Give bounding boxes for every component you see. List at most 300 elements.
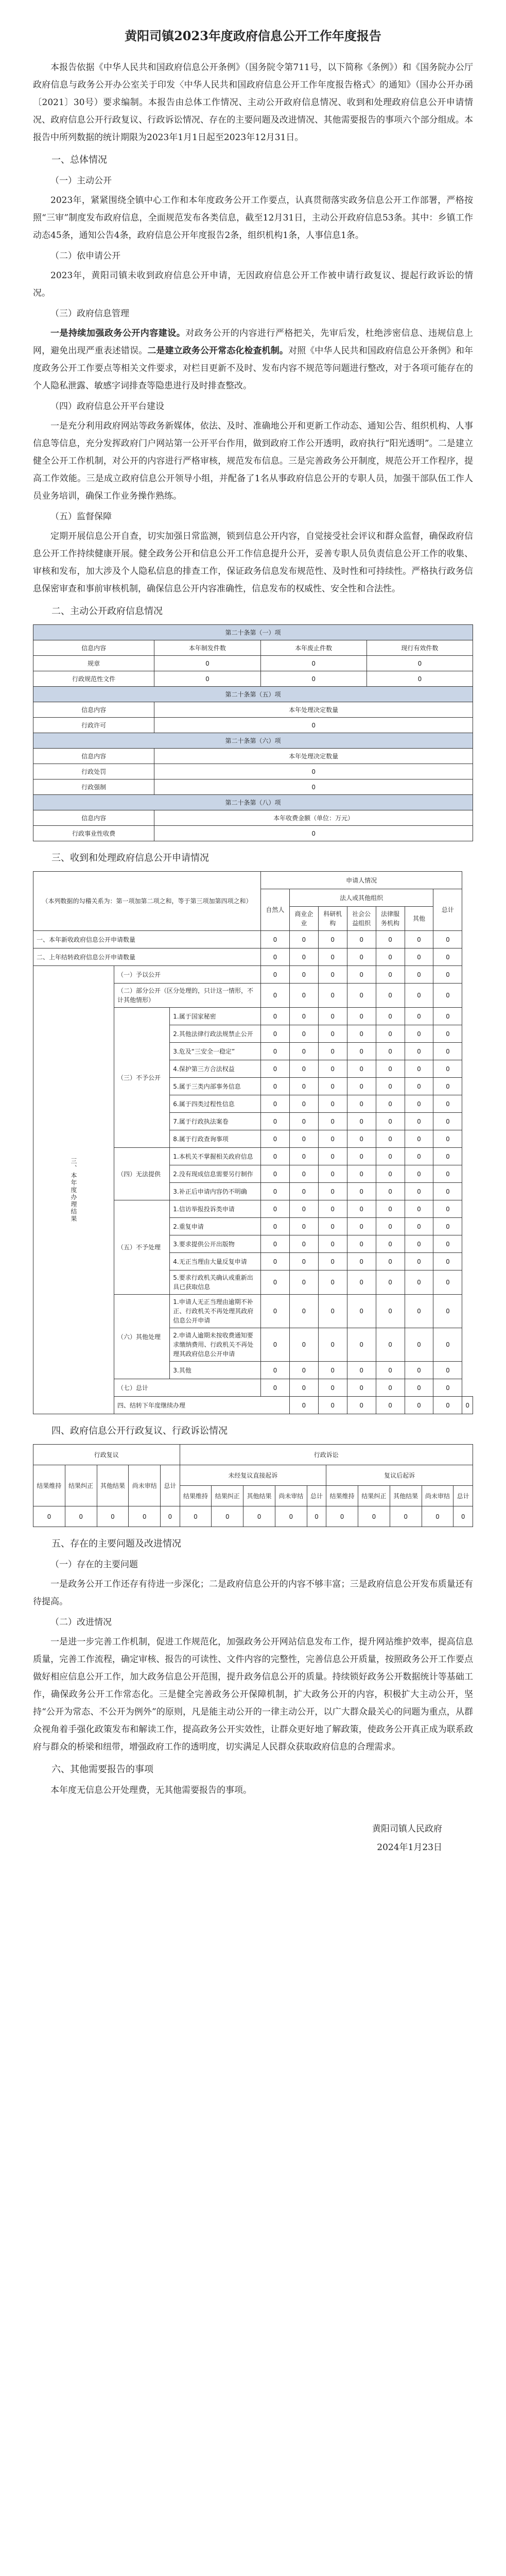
table-cell: 0 bbox=[433, 1165, 462, 1183]
table-cell: 0 bbox=[376, 931, 405, 948]
s1-supervision-heading: （五）监督保障 bbox=[50, 512, 112, 522]
s1-active-heading: （一）主动公开 bbox=[50, 176, 112, 186]
table-row bbox=[33, 931, 473, 948]
table-band: 第二十条第（一）项 bbox=[33, 625, 473, 640]
table-cell: 0 bbox=[405, 1060, 433, 1078]
table-cell: 行政强制 bbox=[33, 779, 154, 795]
table-cell: 0 bbox=[433, 1253, 462, 1270]
s1-management-paragraph bbox=[33, 325, 473, 395]
table-header: 其他结果 bbox=[243, 1486, 275, 1506]
s1-management-heading: （三）政府信息管理 bbox=[50, 309, 129, 319]
table-corner-note: （本列数据的勾稽关系为：第一项加第二项之和，等于第三项加第四项之和） bbox=[33, 872, 261, 931]
section-3-heading: 三、收到和处理政府信息公开申请情况 bbox=[51, 853, 209, 863]
table-cell: 0 bbox=[289, 1165, 318, 1183]
table-cell: 0 bbox=[347, 1200, 376, 1218]
table-cell: 0 bbox=[97, 1506, 129, 1527]
table-cell: 0 bbox=[433, 1362, 462, 1379]
table-cell: 行政事业性收费 bbox=[33, 826, 154, 841]
table-header: 本年处理决定数量 bbox=[154, 702, 473, 718]
table-cell: 0 bbox=[405, 1235, 433, 1253]
s1-text-1: 对政务公开的内容进行严格把关，先审后发，杜绝涉密信息、违规信息上网，避免出现严重表述错误。 bbox=[33, 328, 474, 356]
table-row-label: 5.要求行政机关确认或重新出具已获取信息 bbox=[170, 1270, 261, 1295]
table-row-label: 2.申请人逾期未按收费通知要求缴纳费用、行政机关不再处理其政府信息公开申请 bbox=[170, 1328, 261, 1362]
table-cell: 0 bbox=[376, 1025, 405, 1043]
table-header: 总计 bbox=[307, 1486, 326, 1506]
table-row bbox=[33, 966, 473, 984]
table-cell: 0 bbox=[347, 1025, 376, 1043]
table-cell: 0 bbox=[318, 1270, 347, 1295]
table-cell: 0 bbox=[260, 931, 289, 948]
table-cell: 0 bbox=[318, 1165, 347, 1183]
table-cell: 0 bbox=[347, 966, 376, 984]
table-cell: 0 bbox=[376, 1095, 405, 1113]
table-cell: 0 bbox=[376, 966, 405, 984]
table-cell: 0 bbox=[376, 1379, 405, 1397]
section-4-heading: 四、政府信息公开行政复议、行政诉讼情况 bbox=[51, 1426, 228, 1436]
table-header: 社会公益组织 bbox=[347, 907, 376, 931]
table-cell: 0 bbox=[318, 931, 347, 948]
table-header: 现行有效件数 bbox=[367, 640, 473, 656]
table-header: 结果维持 bbox=[180, 1486, 212, 1506]
signature-date: 2024年1月23日 bbox=[377, 1842, 442, 1853]
table-cell: 0 bbox=[405, 1025, 433, 1043]
table-cell: 0 bbox=[161, 1506, 180, 1527]
table-cell: 0 bbox=[405, 1253, 433, 1270]
table-cell: 0 bbox=[405, 1200, 433, 1218]
table-cell: 0 bbox=[347, 1008, 376, 1025]
table-cell: 0 bbox=[289, 1270, 318, 1295]
table-cell: 0 bbox=[260, 1078, 289, 1095]
table-cell: 0 bbox=[318, 984, 347, 1008]
table-header: 本年制发件数 bbox=[154, 640, 260, 656]
table-header: 本年废止件数 bbox=[260, 640, 367, 656]
table-cell: 0 bbox=[347, 1113, 376, 1130]
table-row-label: 3.要求提供公开出版物 bbox=[170, 1235, 261, 1253]
table-cell: 0 bbox=[260, 1025, 289, 1043]
table-cell: 0 bbox=[433, 1008, 462, 1025]
table-cell: 0 bbox=[318, 1362, 347, 1379]
table-row bbox=[33, 1506, 473, 1527]
table-cell: 0 bbox=[289, 1025, 318, 1043]
table-cell: 0 bbox=[260, 1148, 289, 1165]
table-cell: 0 bbox=[289, 931, 318, 948]
table-header: 结果维持 bbox=[326, 1486, 358, 1506]
table-cell: 0 bbox=[376, 1200, 405, 1218]
table-cell: 0 bbox=[260, 1183, 289, 1200]
table-row-label: 二、上年结转政府信息公开申请数量 bbox=[33, 948, 261, 966]
table-cell: 0 bbox=[318, 1060, 347, 1078]
table-cell: 0 bbox=[260, 1130, 289, 1148]
table-cell: 0 bbox=[376, 1043, 405, 1060]
s1-active-paragraph: 2023年，紧紧围绕全镇中心工作和本年度政务公开工作要点，认真贯彻落实政务信息公开工作部署，严格按照“三审”制度发布政府信息，全面规范发布各类信息，截至12月31日，主动公开政府信息53条。其中：乡镇工作动态45条，通知公告4条，政府信息公开年度报告2条，组织机构1条，人事信息1条。 bbox=[33, 195, 473, 241]
table-cell: 0 bbox=[289, 1183, 318, 1200]
table-cell: 0 bbox=[260, 1165, 289, 1183]
table-cell: 0 bbox=[260, 966, 289, 984]
table-cell: 0 bbox=[347, 948, 376, 966]
section-2-heading: 二、主动公开政府信息情况 bbox=[51, 606, 163, 617]
table-cell: 0 bbox=[275, 1506, 307, 1527]
table-cell: 0 bbox=[405, 1095, 433, 1113]
table-cell: 0 bbox=[289, 948, 318, 966]
table-row-label: 2.没有现成信息需要另行制作 bbox=[170, 1165, 261, 1183]
table-band: 第二十条第（六）项 bbox=[33, 733, 473, 749]
table-cell: 0 bbox=[212, 1506, 243, 1527]
section-1-heading: 一、总体情况 bbox=[51, 155, 107, 165]
table-cell: 0 bbox=[462, 1397, 473, 1414]
table-cell: 0 bbox=[260, 1200, 289, 1218]
table-header: 本年处理决定数量 bbox=[154, 749, 473, 764]
s1-text-2: 对照《中华人民共和国政府信息公开条例》和年度政务公开工作要点等相关文件要求，对栏目更新不及时、发布内容不规范等问题进行整改，对于各项可能存在的个人隐私泄露、敏感字词排查等隐患进行及时排查整改。 bbox=[33, 346, 474, 391]
table-band: 第二十条第（八）项 bbox=[33, 795, 473, 810]
table-cell: 0 bbox=[154, 671, 260, 687]
s1-lead-1: 一是持续加强政务公开内容建设。 bbox=[50, 328, 186, 338]
table-cell: 0 bbox=[433, 1379, 462, 1397]
table-cell: 0 bbox=[289, 966, 318, 984]
table-cell: 0 bbox=[405, 1165, 433, 1183]
table-header: 其他结果 bbox=[390, 1486, 422, 1506]
table-cell: 0 bbox=[422, 1506, 453, 1527]
table-cell: 0 bbox=[376, 1235, 405, 1253]
table-cell: 0 bbox=[405, 1397, 433, 1414]
table-header: 信息内容 bbox=[33, 640, 154, 656]
table-header: 本年收费金额（单位：万元） bbox=[154, 810, 473, 826]
table-cell: 0 bbox=[405, 966, 433, 984]
table-cell: 0 bbox=[405, 1218, 433, 1235]
table-cell: 0 bbox=[433, 1148, 462, 1165]
table-cell: 0 bbox=[318, 1183, 347, 1200]
table-cell: 0 bbox=[347, 1328, 376, 1362]
table-cell: 0 bbox=[347, 1043, 376, 1060]
table-cell: 0 bbox=[347, 1060, 376, 1078]
table-cell: 0 bbox=[433, 931, 462, 948]
table-cell: 0 bbox=[433, 1078, 462, 1095]
s1-request-heading: （二）依申请公开 bbox=[50, 251, 120, 261]
table-cell: 0 bbox=[260, 1253, 289, 1270]
table-cell: 0 bbox=[347, 1130, 376, 1148]
table-cell: 0 bbox=[347, 1218, 376, 1235]
table-cell: 0 bbox=[347, 1253, 376, 1270]
table-row-label: 4.无正当理由大量反复申请 bbox=[170, 1253, 261, 1270]
table-cell: 0 bbox=[376, 1218, 405, 1235]
table-cell: 0 bbox=[289, 1328, 318, 1362]
table-header: 尚未审结 bbox=[129, 1465, 161, 1506]
table-cell: 0 bbox=[433, 1113, 462, 1130]
table-row-label: （六）其他处理 bbox=[114, 1295, 170, 1379]
table-cell: 0 bbox=[433, 948, 462, 966]
table-cell: 0 bbox=[376, 984, 405, 1008]
table-cell: 0 bbox=[154, 764, 473, 779]
table-header: 信息内容 bbox=[33, 749, 154, 764]
table-row-label: 1.信访举报投诉类申请 bbox=[170, 1200, 261, 1218]
table-cell: 0 bbox=[260, 1060, 289, 1078]
table-cell: 0 bbox=[433, 1200, 462, 1218]
s5-improvements-heading: （二）改进情况 bbox=[50, 1617, 112, 1628]
table-header: 自然人 bbox=[260, 889, 289, 931]
table-cell: 0 bbox=[318, 1295, 347, 1328]
table-cell: 0 bbox=[405, 1130, 433, 1148]
table-cell: 0 bbox=[405, 984, 433, 1008]
table-row-label: 1.本机关不掌握相关政府信息 bbox=[170, 1148, 261, 1165]
table-cell: 0 bbox=[433, 1270, 462, 1295]
table-header: 科研机构 bbox=[318, 907, 347, 931]
table-cell: 0 bbox=[433, 1397, 462, 1414]
table-cell: 0 bbox=[318, 1025, 347, 1043]
table-cell: 0 bbox=[347, 1095, 376, 1113]
table-cell: 0 bbox=[289, 1235, 318, 1253]
table-cell: 0 bbox=[289, 1253, 318, 1270]
table-row-label: 4.保护第三方合法权益 bbox=[170, 1060, 261, 1078]
table-cell: 0 bbox=[318, 966, 347, 984]
table-cell: 0 bbox=[433, 1060, 462, 1078]
table-cell: 0 bbox=[260, 1113, 289, 1130]
table-cell: 0 bbox=[405, 1043, 433, 1060]
table-cell: 0 bbox=[289, 1043, 318, 1060]
table-cell: 0 bbox=[376, 1165, 405, 1183]
table-header: 申请人情况 bbox=[260, 872, 462, 889]
table-header: 尚未审结 bbox=[422, 1486, 453, 1506]
table-cell: 0 bbox=[289, 1379, 318, 1397]
table-header: 结果纠正 bbox=[212, 1486, 243, 1506]
table-row-label: 2.重复申请 bbox=[170, 1218, 261, 1235]
s1-lead-2: 二是建立政务公开常态化检查机制。 bbox=[147, 346, 288, 356]
table-row-label: 6.属于四类过程性信息 bbox=[170, 1095, 261, 1113]
table-cell: 0 bbox=[154, 826, 473, 841]
table-cell: 0 bbox=[318, 1078, 347, 1095]
table-cell: 0 bbox=[289, 1397, 318, 1414]
table-cell: 0 bbox=[154, 718, 473, 733]
table-cell: 0 bbox=[289, 1130, 318, 1148]
table-cell: 0 bbox=[433, 1328, 462, 1362]
s1-platform-heading: （四）政府信息公开平台建设 bbox=[50, 401, 164, 412]
table-cell: 0 bbox=[347, 1078, 376, 1095]
table-header: 行政诉讼 bbox=[180, 1445, 473, 1465]
table-header: 法人或其他组织 bbox=[289, 889, 433, 907]
table-row-label: 3.危及“三安全一稳定” bbox=[170, 1043, 261, 1060]
table-cell: 0 bbox=[318, 1235, 347, 1253]
table-header: 结果维持 bbox=[33, 1465, 65, 1506]
table-cell: 0 bbox=[289, 1148, 318, 1165]
table-cell: 0 bbox=[347, 984, 376, 1008]
table-cell: 0 bbox=[376, 1183, 405, 1200]
table-cell: 0 bbox=[154, 656, 260, 671]
table-cell: 0 bbox=[180, 1506, 212, 1527]
table-cell: 0 bbox=[260, 1379, 289, 1397]
table-cell: 0 bbox=[318, 1218, 347, 1235]
table-cell: 0 bbox=[347, 1270, 376, 1295]
table-header: 结果纠正 bbox=[65, 1465, 97, 1506]
application-table bbox=[33, 871, 473, 1414]
table-cell: 0 bbox=[289, 1200, 318, 1218]
table-cell: 0 bbox=[376, 1113, 405, 1130]
table-header: 结果纠正 bbox=[358, 1486, 390, 1506]
table-header: 其他 bbox=[405, 907, 433, 931]
table-row-label: 四、结转下年度继续办理 bbox=[114, 1397, 290, 1414]
table-cell: 0 bbox=[260, 656, 367, 671]
table-cell: 0 bbox=[318, 1328, 347, 1362]
table-row-label: （三）不予公开 bbox=[114, 1008, 170, 1148]
table-cell: 0 bbox=[376, 1362, 405, 1379]
table-header: 行政复议 bbox=[33, 1445, 180, 1465]
table-cell: 0 bbox=[376, 1253, 405, 1270]
table-cell: 0 bbox=[260, 1043, 289, 1060]
table-cell: 0 bbox=[289, 1008, 318, 1025]
table-cell: 0 bbox=[260, 984, 289, 1008]
table-cell: 0 bbox=[260, 1328, 289, 1362]
table-cell: 0 bbox=[260, 671, 367, 687]
table-cell: 0 bbox=[129, 1506, 161, 1527]
table-cell: 0 bbox=[289, 1095, 318, 1113]
table-row-label: （四）无法提供 bbox=[114, 1148, 170, 1200]
table-cell: 0 bbox=[376, 1060, 405, 1078]
table-cell: 0 bbox=[318, 1200, 347, 1218]
table-cell: 行政处罚 bbox=[33, 764, 154, 779]
table-cell: 0 bbox=[260, 948, 289, 966]
s5-improvements-paragraph: 一是进一步完善工作机制，促进工作规范化，加强政务公开网站信息发布工作，提升网站维护效率，提高信息质量，完善工作流程，确定审核、报告的可读性、文件内容的完整性，完善信息公开质量，按照政务公开工作要点做好相应信息公开工作，加大政务信息公开范围，提升政务信息公开的质量。持续锁好政务公开数据统计等基础工作，确保政务公开工作常态化。三是健全完善政务公开保障机制，扩大政务公开的内容，积极扩大主动公开，坚持“公开为常态、不公开为例外”的原则，凡是能主动公开的一律主动公开，以广大群众最关心的问题为重点，从群众视角着手强化政策发布和解读工作，提高政务公开实效性，让群众更好地了解政策，使政务公开真正成为联系政府与群众的桥梁和纽带，增强政府工作的透明度，切实满足人民群众获取政府信息的合理需求。 bbox=[33, 1637, 473, 1752]
table-cell: 0 bbox=[289, 1078, 318, 1095]
table-cell: 0 bbox=[347, 1379, 376, 1397]
table-cell: 0 bbox=[376, 1008, 405, 1025]
table-cell: 0 bbox=[405, 1362, 433, 1379]
s6-paragraph: 本年度无信息公开处理费，无其他需要报告的事项。 bbox=[50, 1785, 252, 1795]
table-header: 尚未审结 bbox=[275, 1486, 307, 1506]
table-cell: 0 bbox=[367, 671, 473, 687]
table-cell: 0 bbox=[376, 1270, 405, 1295]
table-row-label: 1.属于国家秘密 bbox=[170, 1008, 261, 1025]
s1-request-paragraph: 2023年，黄阳司镇未收到政府信息公开申请，无因政府信息公开工作被申请行政复议、提起行政诉讼的情况。 bbox=[33, 270, 473, 298]
table-cell: 0 bbox=[318, 1043, 347, 1060]
table-row-label: 一、本年新收政府信息公开申请数量 bbox=[33, 931, 261, 948]
table-row-label: 三、本年度办理结果 bbox=[33, 966, 114, 1414]
table-cell: 0 bbox=[260, 1270, 289, 1295]
table-row-label: 1.申请人无正当理由逾期不补正、行政机关不再处理其政府信息公开申请 bbox=[170, 1295, 261, 1328]
table-cell: 0 bbox=[33, 1506, 65, 1527]
table-header: 总计 bbox=[161, 1465, 180, 1506]
table-header: 总计 bbox=[433, 889, 462, 931]
section-6-heading: 六、其他需要报告的事项 bbox=[51, 1764, 153, 1775]
table-band: 第二十条第（五）项 bbox=[33, 687, 473, 702]
table-cell: 0 bbox=[154, 779, 473, 795]
table-cell: 0 bbox=[376, 1328, 405, 1362]
table-row-label: 8.属于行政查询事项 bbox=[170, 1130, 261, 1148]
table-cell: 0 bbox=[405, 1113, 433, 1130]
table-cell: 0 bbox=[289, 1362, 318, 1379]
table-cell: 0 bbox=[405, 1148, 433, 1165]
signature-org: 黄阳司镇人民政府 bbox=[372, 1824, 442, 1834]
table-cell: 0 bbox=[260, 1235, 289, 1253]
table-cell: 0 bbox=[433, 1043, 462, 1060]
table-cell: 0 bbox=[260, 1008, 289, 1025]
report-title: 黄阳司镇2023年度政府信息公开工作年度报告 bbox=[125, 28, 381, 43]
table-cell: 0 bbox=[318, 1008, 347, 1025]
table-cell: 0 bbox=[260, 1295, 289, 1328]
table-cell: 0 bbox=[326, 1506, 358, 1527]
table-row-label: （一）予以公开 bbox=[114, 966, 261, 984]
table-row-label: 5.属于三类内部事务信息 bbox=[170, 1078, 261, 1095]
table-cell: 0 bbox=[347, 1235, 376, 1253]
table-row-label: 3.补正后申请内容仍不明确 bbox=[170, 1183, 261, 1200]
table-cell: 规章 bbox=[33, 656, 154, 671]
table-cell: 0 bbox=[433, 1183, 462, 1200]
table-cell: 0 bbox=[318, 948, 347, 966]
table-cell: 0 bbox=[376, 1130, 405, 1148]
table-cell: 0 bbox=[347, 1183, 376, 1200]
table-cell: 0 bbox=[318, 1379, 347, 1397]
table-row bbox=[33, 948, 473, 966]
table-row-label: （七）总计 bbox=[114, 1379, 261, 1397]
table-cell: 0 bbox=[307, 1506, 326, 1527]
table-cell: 0 bbox=[405, 1379, 433, 1397]
table-cell: 行政规范性文件 bbox=[33, 671, 154, 687]
table-row-label: （二）部分公开（区分处理的，只计这一情形，不计其他情形） bbox=[114, 984, 261, 1008]
table-header: 商业企业 bbox=[289, 907, 318, 931]
table-cell: 0 bbox=[318, 1148, 347, 1165]
table-cell: 0 bbox=[433, 966, 462, 984]
table-cell: 0 bbox=[260, 1095, 289, 1113]
table-cell: 0 bbox=[433, 1025, 462, 1043]
table-cell: 0 bbox=[405, 1295, 433, 1328]
table-row-label: （五）不予处理 bbox=[114, 1200, 170, 1295]
table-cell: 0 bbox=[405, 948, 433, 966]
table-header: 其他结果 bbox=[97, 1465, 129, 1506]
table-cell: 0 bbox=[347, 1148, 376, 1165]
table-cell: 0 bbox=[453, 1506, 473, 1527]
table-cell: 0 bbox=[376, 1295, 405, 1328]
review-lawsuit-table bbox=[33, 1444, 473, 1527]
table-cell: 0 bbox=[289, 1060, 318, 1078]
s1-supervision-paragraph: 定期开展信息公开自查，切实加强日常监测，锁到信息公开内容，自觉接受社会评议和群众监督，确保政府信息公开工作持续健康开展。健全政务公开和信息公开工作信息提升公开，妥善专职人员负责信息公开工作的收集、审核和发布，加大涉及个人隐私信息的排查工作，保证政务信息发布规范性、及时性和可持续性。严格执行政务信息保密审查和事前审核机制，确保信息公开内容准确性，信息发布的权威性、安全性和合法性。 bbox=[33, 531, 473, 594]
table-cell: 0 bbox=[376, 1148, 405, 1165]
table-cell: 0 bbox=[433, 1235, 462, 1253]
table-cell: 0 bbox=[347, 1362, 376, 1379]
table-cell: 行政许可 bbox=[33, 718, 154, 733]
table-cell: 0 bbox=[405, 1078, 433, 1095]
table-cell: 0 bbox=[289, 984, 318, 1008]
table-cell: 0 bbox=[289, 1295, 318, 1328]
table-cell: 0 bbox=[347, 1397, 376, 1414]
table-cell: 0 bbox=[405, 1270, 433, 1295]
s5-problems-heading: （一）存在的主要问题 bbox=[50, 1560, 138, 1570]
table-cell: 0 bbox=[433, 1295, 462, 1328]
table-cell: 0 bbox=[243, 1506, 275, 1527]
table-cell: 0 bbox=[260, 1218, 289, 1235]
table-cell: 0 bbox=[433, 1095, 462, 1113]
table-header: 信息内容 bbox=[33, 702, 154, 718]
active-disclosure-table bbox=[33, 624, 473, 841]
table-cell: 0 bbox=[376, 1078, 405, 1095]
section-5-heading: 五、存在的主要问题及改进情况 bbox=[51, 1538, 181, 1549]
table-cell: 0 bbox=[347, 1295, 376, 1328]
table-row-label: 3.其他 bbox=[170, 1362, 261, 1379]
table-row-label: 7.属于行政执法案卷 bbox=[170, 1113, 261, 1130]
table-cell: 0 bbox=[433, 1130, 462, 1148]
table-cell: 0 bbox=[376, 948, 405, 966]
table-cell: 0 bbox=[405, 1008, 433, 1025]
table-header: 复议后起诉 bbox=[326, 1465, 473, 1486]
table-header: 信息内容 bbox=[33, 810, 154, 826]
table-cell: 0 bbox=[405, 931, 433, 948]
table-cell: 0 bbox=[260, 1362, 289, 1379]
table-header: 总计 bbox=[453, 1486, 473, 1506]
table-row-label: 2.其他法律行政法规禁止公开 bbox=[170, 1025, 261, 1043]
table-cell: 0 bbox=[347, 931, 376, 948]
table-cell: 0 bbox=[318, 1253, 347, 1270]
table-cell: 0 bbox=[367, 656, 473, 671]
table-cell: 0 bbox=[65, 1506, 97, 1527]
s1-platform-paragraph: 一是充分利用政府网站等政务新媒体，依法、及时、准确地公开和更新工作动态、通知公告、组织机构、人事信息等信息，充分发挥政府门户网站第一公开平台作用，做到政府工作公开透明，政府执行“阳光透明”。二是建立健全公开工作机制，对公开的内容进行严格审核，规范发布信息。三是完善政务公开制度，规范公开工作程序，提高工作效能。三是成立政府信息公开领导小组，并配备了1名从事政府信息公开的专职人员，加强干部队伍工作人员业务培训，确保工作业务操作熟练。 bbox=[33, 421, 473, 501]
table-cell: 0 bbox=[376, 1397, 405, 1414]
table-cell: 0 bbox=[405, 1183, 433, 1200]
table-cell: 0 bbox=[390, 1506, 422, 1527]
